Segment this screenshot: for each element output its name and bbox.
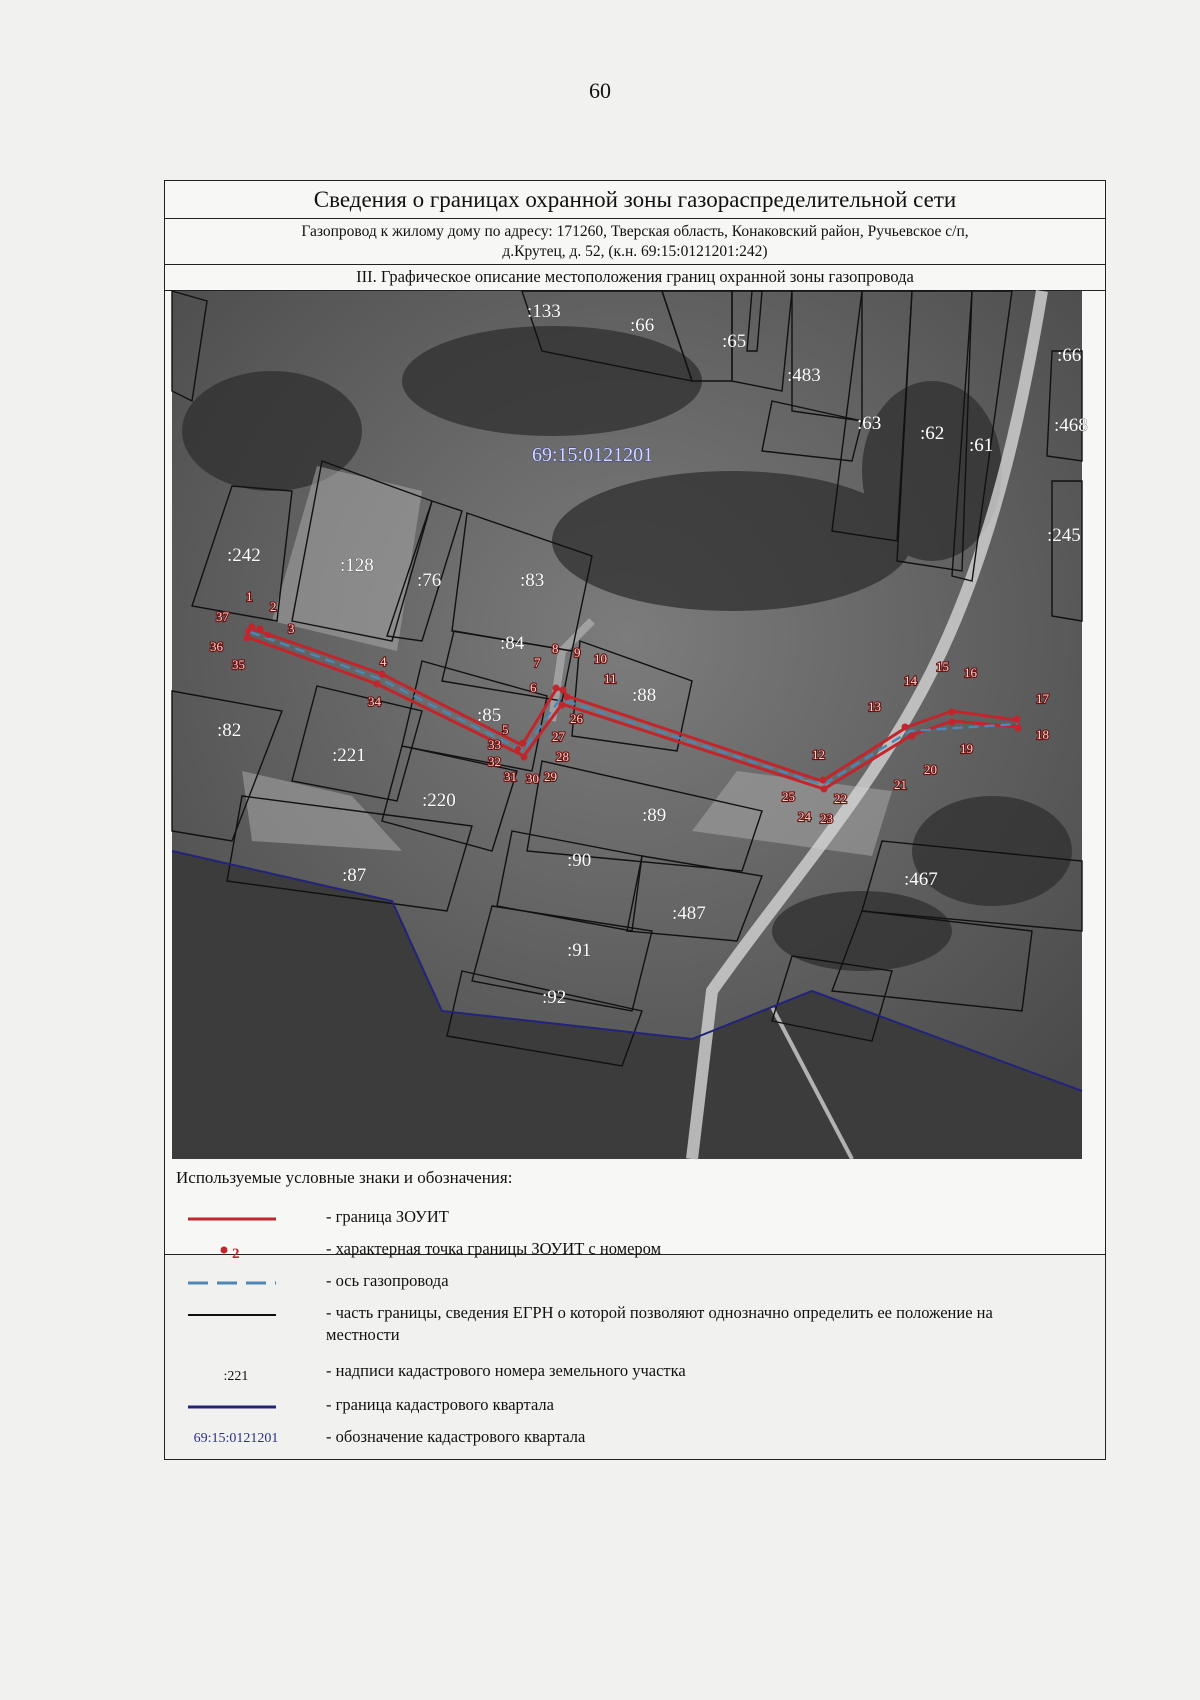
parcel-label: :92 [542,987,567,1008]
parcel-label: :467 [904,869,938,890]
legend-text: - ось газопровода [326,1271,449,1290]
point-label: 12 [812,747,825,762]
point-label: 18 [1036,727,1049,742]
parcel-label: :483 [787,365,821,386]
point-label: 36 [210,639,223,654]
point-label: 30 [526,771,539,786]
point-label: 26 [570,711,583,726]
point-label: 3 [288,621,295,636]
legend-text: - часть границы, сведения ЕГРН о которой позволяют однозначно определить ее положение на местности [326,1303,993,1344]
legend-text: - обозначение кадастрового квартала [326,1427,586,1446]
point-label: 23 [820,811,833,826]
parcel-label: :221 [332,745,366,766]
parcel-label: :90 [567,850,592,871]
parcel-label: :66 [630,315,655,336]
point-label: 15 [936,659,949,674]
point-label: 20 [924,762,937,777]
point-label: 35 [232,657,245,672]
parcel-label: :63 [857,413,882,434]
subtitle-line-1: Газопровод к жилому дому по адресу: 171260, Тверская область, Конаковский район, Ручьевское с/п, [301,223,969,240]
legend-title: Используемые условные знаки и обозначения: [176,1168,513,1187]
parcel-label: :133 [527,301,561,322]
parcel-label: :62 [920,423,945,444]
subtitle-line-2: д.Крутец, д. 52, (к.н. 69:15:0121201:242) [502,243,768,260]
point-label: 19 [960,741,973,756]
legend-text: - граница кадастрового квартала [326,1395,554,1414]
point-label: 28 [556,749,569,764]
parcel-label: :66 [1057,345,1082,366]
point-label: 6 [530,680,537,695]
point-label: 21 [894,777,907,792]
document-subtitle [165,219,1105,265]
legend-text: - граница ЗОУИТ [326,1207,449,1226]
legend-frame [164,1155,1106,1460]
point-label: 17 [1036,691,1049,706]
quarter-label-sample: 69:15:0121201 [193,1431,279,1446]
point-label: 32 [488,754,501,769]
point-label: 9 [574,645,581,660]
point-label: 1 [246,589,253,604]
section-title: III. Графическое описание местоположения границ охранной зоны газопровода [165,265,1105,291]
parcel-label: :87 [342,865,367,886]
parcel-label: :76 [417,570,442,591]
point-label: 34 [368,694,381,709]
legend-point-number: 2 [232,1246,240,1262]
parcel-label: :89 [642,805,667,826]
cadastral-map [172,291,1088,1159]
point-label: 14 [904,673,917,688]
page-number: 60 [589,78,611,103]
legend-text: - характерная точка границы ЗОУИТ с номером [326,1239,662,1258]
parcel-label: :128 [340,555,374,576]
point-label: 16 [964,665,977,680]
point-label: 4 [380,654,387,669]
parcel-label: :91 [567,940,592,961]
parcel-label: :220 [422,790,456,811]
point-label: 2 [270,599,277,614]
document-title: Сведения о границах охранной зоны газораспределительной сети [165,181,1105,219]
parcel-label: :84 [500,633,525,654]
parcel-label: :85 [477,705,502,726]
point-label: 29 [544,769,557,784]
point-label: 33 [488,737,501,752]
parcel-label: :468 [1054,415,1088,436]
point-label: 7 [534,655,541,670]
parcel-label: :83 [520,570,545,591]
point-label: 13 [868,699,881,714]
parcel-label-sample: :221 [223,1369,249,1384]
parcel-label: :487 [672,903,706,924]
point-label: 22 [834,791,847,806]
parcel-label: :82 [217,720,242,741]
point-label: 8 [552,641,559,656]
parcel-label: :88 [632,685,657,706]
point-label: 11 [604,671,617,686]
point-label: 37 [216,609,229,624]
parcel-label: :242 [227,545,261,566]
parcel-label: :245 [1047,525,1081,546]
parcel-label: :61 [969,435,994,456]
point-label: 24 [798,809,811,824]
point-label: 27 [552,729,565,744]
point-label: 31 [504,769,517,784]
point-label: 25 [782,789,795,804]
legend-text: - надписи кадастрового номера земельного участка [326,1361,686,1380]
parcel-label: :65 [722,331,747,352]
point-label: 10 [594,651,607,666]
point-label: 5 [502,722,509,737]
quarter-label: 69:15:0121201 [532,444,654,466]
